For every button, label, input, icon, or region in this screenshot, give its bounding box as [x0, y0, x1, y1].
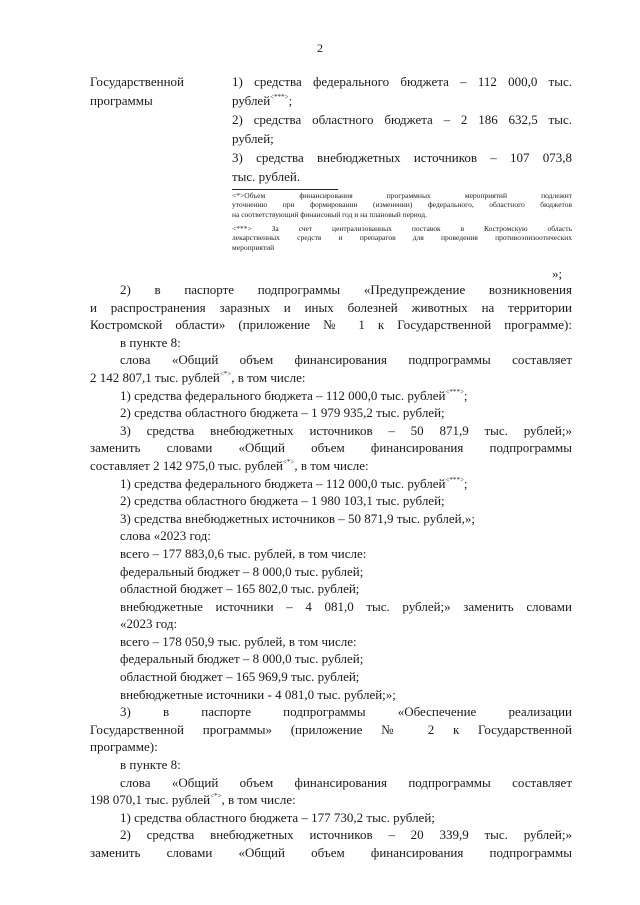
footnote-line: лекарственных средств и препаратов для проведения противоэпизоотических: [232, 233, 572, 243]
table-value-line: 1) средства федерального бюджета – 112 000,0 тыс.: [232, 74, 572, 89]
text-line: 3) в паспорте подпрограммы «Обеспечение реализации: [120, 704, 572, 720]
amendment-text: [90, 281, 572, 862]
table-value-line: рублей;: [232, 131, 274, 146]
text-line: 3) средства внебюджетных источников – 50 871,9 тыс. рублей;»: [120, 422, 572, 438]
text-line: 2) средства внебюджетных источников – 20 339,9 тыс. рублей;»: [120, 827, 572, 843]
text-line: Костромской области» (приложение № 1 к Государственной программе):: [90, 317, 572, 333]
text-line: слова «Общий объем финансирования подпрограммы составляет: [120, 774, 572, 790]
text-line: всего – 177 883,0,6 тыс. рублей, в том числе:: [120, 545, 367, 561]
text-line: в пункте 8:: [120, 757, 181, 773]
text-line: «2023 год:: [120, 616, 178, 632]
footnote-line: на соответствующий финансовый год и на плановый период.: [232, 209, 427, 219]
text-line: составляет 2 142 975,0 тыс. рублей<*>, в том числе:: [90, 457, 369, 473]
text-line: 3) средства внебюджетных источников – 50 871,9 тыс. рублей,»;: [120, 510, 475, 526]
text-line: внебюджетные источники - 4 081,0 тыс. рублей;»;: [120, 686, 396, 702]
table-value-line: рублей<***>;: [232, 93, 293, 108]
text-line: 2 142 807,1 тыс. рублей<*>, в том числе:: [90, 369, 306, 385]
text-line: слова «Общий объем финансирования подпрограммы составляет: [120, 352, 572, 368]
footnote-line: <***> За счет централизованных поставок в Костромскую область: [232, 224, 572, 233]
closing-quote: »;: [552, 266, 563, 281]
table-value-line: 3) средства внебюджетных источников – 107 073,8: [232, 150, 572, 165]
footnote-marker: <*>: [210, 792, 222, 801]
footnote-1: [232, 191, 572, 219]
text-line: 1) средства областного бюджета – 177 730,2 тыс. рублей;: [120, 809, 435, 825]
footnote-line: мероприятий: [232, 242, 275, 252]
footnote-marker: <***>: [445, 475, 464, 484]
text-line: в пункте 8:: [120, 334, 181, 350]
text-line: заменить словами «Общий объем финансирования подпрограммы: [90, 845, 572, 860]
text-line: Государственной программы» (приложение № 2 к Государственной: [90, 721, 572, 737]
page-number: 2: [317, 41, 323, 55]
footnote-marker: <*>: [219, 369, 232, 378]
text-line: 2) в паспорте подпрограммы «Предупреждение возникновения: [120, 282, 572, 297]
text-line: всего – 178 050,9 тыс. рублей, в том числе:: [120, 633, 357, 649]
footnote-separator: [232, 189, 338, 190]
text-line: заменить словами «Общий объем финансирования подпрограммы: [90, 440, 572, 456]
text-line: внебюджетные источники – 4 081,0 тыс. рублей;» заменить словами: [120, 598, 572, 614]
footnote-line: уточнению при формировании (изменении) федерального, областного бюджетов: [232, 200, 572, 210]
table-value-cell: [232, 72, 572, 186]
text-line: 1) средства федерального бюджета – 112 000,0 тыс. рублей<***>;: [120, 387, 468, 403]
text-line: федеральный бюджет – 8 000,0 тыс. рублей;: [120, 651, 364, 667]
text-line: областной бюджет – 165 802,0 тыс. рублей;: [120, 581, 360, 597]
table-label-cell: [90, 72, 220, 110]
footnote-marker: <*>: [282, 457, 295, 466]
text-line: слова «2023 год:: [120, 528, 211, 544]
text-line: 2) средства областного бюджета – 1 980 103,1 тыс. рублей;: [120, 493, 445, 509]
text-line: и распространения заразных и иных болезней животных на территории: [90, 299, 572, 315]
table-value-line: 2) средства областного бюджета – 2 186 632,5 тыс.: [232, 112, 572, 127]
footnote-marker: <***>: [445, 387, 464, 396]
table-label-line: программы: [90, 93, 153, 108]
footnote-line: <*>Объем финансирования программных мероприятий подлежит: [232, 191, 572, 200]
text-line: 1) средства федерального бюджета – 112 000,0 тыс. рублей<***>;: [120, 475, 468, 491]
footnote-2: [232, 224, 572, 252]
text-line: 198 070,1 тыс. рублей<*>, в том числе:: [90, 792, 296, 808]
table-label-line: Государственной: [90, 74, 185, 89]
text-line: федеральный бюджет – 8 000,0 тыс. рублей;: [120, 563, 364, 579]
table-value-line: тыс. рублей.: [232, 169, 301, 184]
text-line: областной бюджет – 165 969,9 тыс. рублей;: [120, 669, 360, 685]
text-line: программе):: [90, 739, 158, 755]
text-line: 2) средства областного бюджета – 1 979 935,2 тыс. рублей;: [120, 405, 445, 421]
footnote-marker: <***>: [270, 93, 289, 101]
